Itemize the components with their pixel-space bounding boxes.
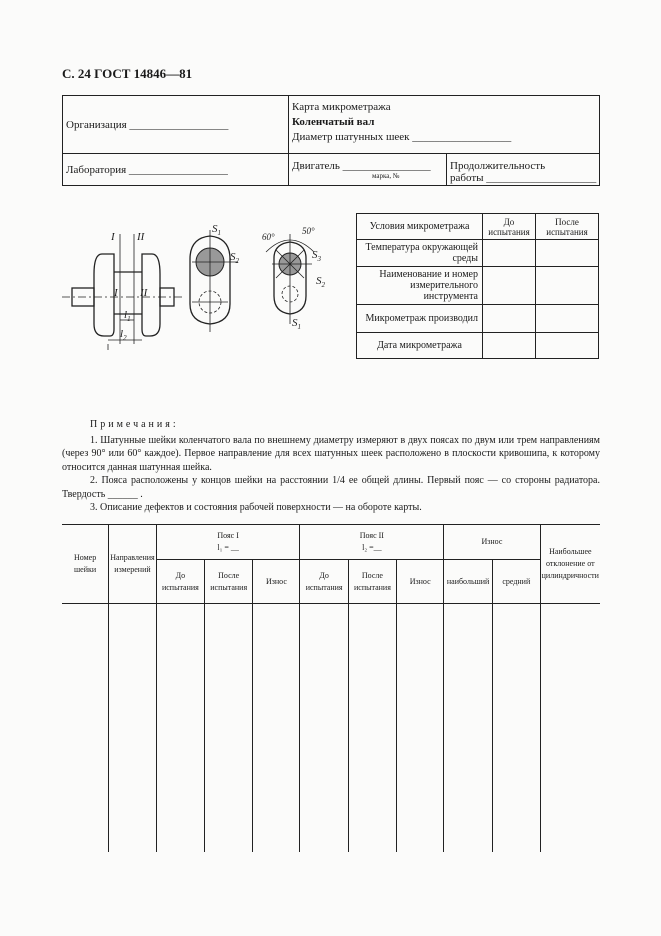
organization-cell [63,96,289,154]
crank-section-s1-s2 [190,230,238,332]
label-i-top: I [111,231,115,243]
col-belt-1: Пояс I l₁ = __ [156,525,300,560]
body-cell [62,604,109,852]
belt-1-length: l₁ = __ [217,543,239,552]
laboratory-cell [63,154,289,186]
label-l1: $l_1$ [124,309,131,323]
cell [483,267,536,305]
card-title: Карта микрометража [292,101,391,113]
label-angle-50: 50° [302,226,315,236]
cell [536,333,599,359]
duration-cell [447,154,600,186]
col-direction: Направления измерений [109,525,157,604]
label-s2-a: $S_2$ [230,251,239,265]
belt-2-after: После испытания [348,560,396,604]
card-title-cell [289,96,600,154]
part-name: Коленчатый вал [292,116,375,128]
cell [536,240,599,267]
body-cell [253,604,300,852]
body-cell [397,604,444,852]
duration-label: Продолжительность [450,160,546,172]
journal-diameter-field: Диаметр шатунных шеек __________________ [292,131,512,143]
before-header: До испытания [483,214,536,240]
body-cell [444,604,493,852]
body-cell [348,604,396,852]
belt-2-length: l₂ =__ [362,543,382,552]
col-wear: Износ [444,525,540,560]
cell [536,267,599,305]
note-2: 2. Пояса расположены у концов шейки на расстоянии 1/4 ее общей длины. Первый пояс — со стороны радиатора. Твердость ______ . [62,475,600,500]
wear-max: наибольший [444,560,493,604]
condition-row-operator: Микрометраж производил [357,305,483,333]
note-1: 1. Шатунные шейки коленчатого вала по внешнему диаметру измеряют в двух поясах по двум или трем направлениям (через 90° или 60° каждое). Первое направление для всех шатунных шеек расположено в плоскости кривошипа, к которому относится данная шатунная шейка. [62,434,600,473]
notes-title: Примечания: [90,419,179,430]
condition-row-temperature: Температура окружающей среды [357,240,483,267]
belt-1-before: До испытания [156,560,204,604]
cell [536,305,599,333]
laboratory-field: Лаборатория __________________ [66,163,228,176]
belt-1-after: После испытания [205,560,253,604]
page-header: С. 24 ГОСТ 14846—81 [62,66,193,81]
label-s3: $S_3$ [312,249,321,263]
label-s2-b: $S_2$ [316,275,325,289]
body-cell [492,604,540,852]
body-cell [205,604,253,852]
note-3: 3. Описание дефектов и состояния рабочей поверхности — на обороте карты. [90,502,422,513]
col-journal-no: Номер шейки [62,525,109,604]
belt-1-wear: Износ [253,560,300,604]
label-s1-a: $S_1$ [212,223,221,237]
label-s1-b: $S_1$ [292,317,301,331]
measurement-table [62,524,600,852]
card-header-table [62,95,600,186]
label-ii-mid: II [140,287,148,299]
body-cell [300,604,348,852]
crank-section-s1-s2-s3 [266,234,314,324]
engine-field: Двигатель ________________ [292,160,431,172]
body-cell [156,604,204,852]
crankshaft-figure [62,214,352,354]
condition-row-instrument: Наименование и номер измерительного инструмента [357,267,483,305]
body-cell [540,604,600,852]
col-max-deviation: Наибольшее отклонение от цилиндричности [540,525,600,604]
cell [483,305,536,333]
cell [483,240,536,267]
conditions-table [356,213,599,359]
belt-2-before: До испытания [300,560,348,604]
wear-mean: средний [492,560,540,604]
label-angle-60: 60° [262,232,275,242]
belt-2-wear: Износ [397,560,444,604]
condition-row-date: Дата микрометража [357,333,483,359]
notes-section [62,418,600,515]
col-belt-2: Пояс II l₂ =__ [300,525,444,560]
duration-field: работы ____________________ [450,172,597,184]
body-cell [109,604,157,852]
label-i-mid: I [114,287,118,299]
cell [483,333,536,359]
engine-cell [289,154,447,186]
engine-subtitle: марка, № [372,172,400,180]
conditions-header: Условия микрометража [357,214,483,240]
after-header: После испытания [536,214,599,240]
organization-field: Организация __________________ [66,118,229,131]
label-l2: $l_2$ [120,328,127,342]
label-ii-top: II [137,231,145,243]
